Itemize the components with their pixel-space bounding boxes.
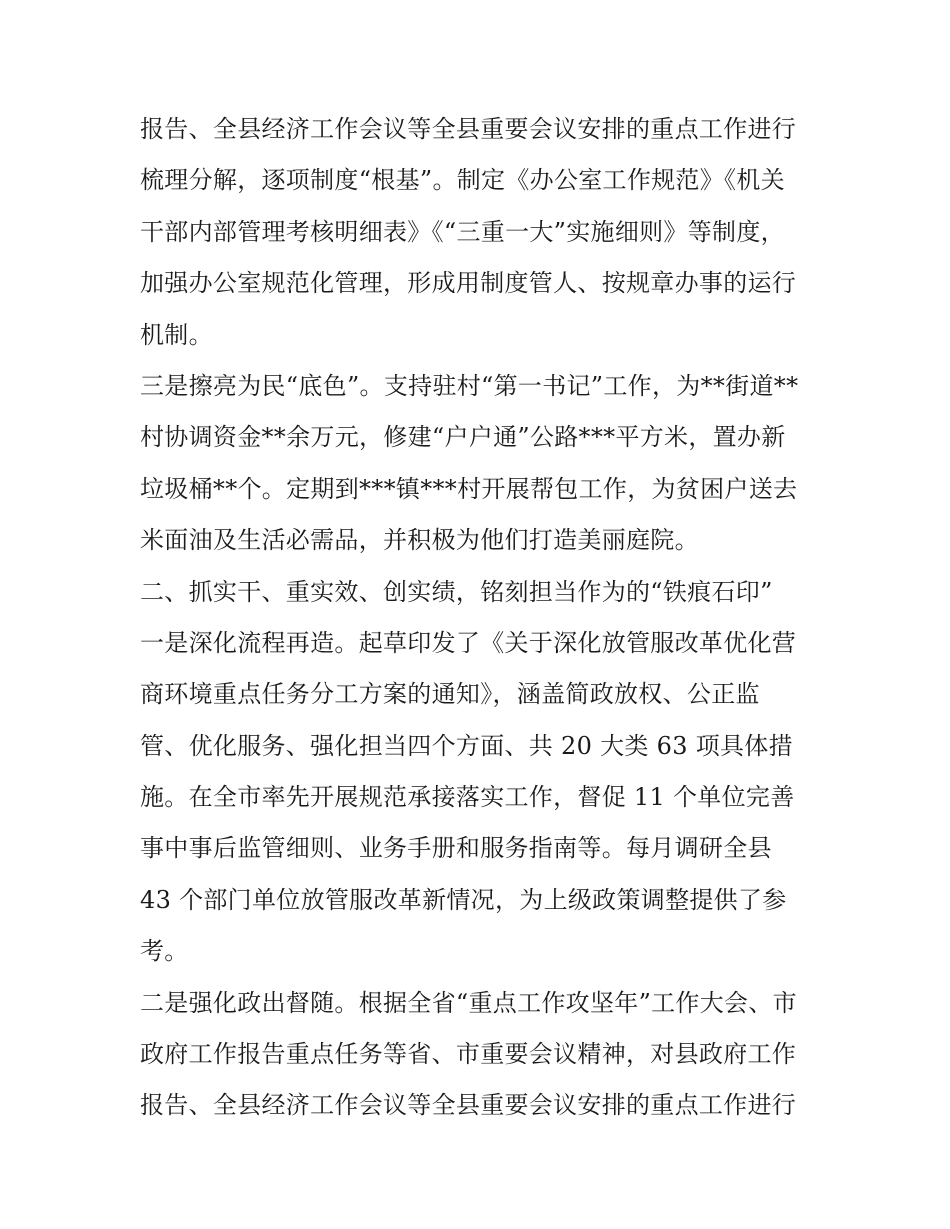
text-line: 梳理分解，逐项制度“根基”。制定《办公室工作规范》《机关 (140, 166, 785, 195)
text-line: 政府工作报告重点任务等省、市重要会议精神，对县政府工作 (140, 1040, 797, 1069)
text-line: 二是强化政出督随。根据全省“重点工作攻坚年”工作大会、市 (140, 988, 797, 1017)
text-line: 一是深化流程再造。起草印发了《关于深化放管服改革优化营 (140, 628, 797, 657)
text-line: 加强办公室规范化管理，形成用制度管人、按规章办事的运行 (140, 269, 797, 298)
document-body (140, 104, 820, 1132)
text-line: 米面油及生活必需品，并积极为他们打造美丽庭院。 (140, 526, 699, 555)
text-line: 43 个部门单位放管服改革新情况，为上级政策调整提供了参 (140, 885, 787, 914)
section-heading: 二、抓实干、重实效、创实绩，铭刻担当作为的“铁痕石印” (140, 577, 773, 606)
text-line: 三是擦亮为民“底色”。支持驻村“第一书记”工作，为**街道** (140, 371, 799, 400)
text-line: 报告、全县经济工作会议等全县重要会议安排的重点工作进行 (140, 1091, 797, 1120)
text-line: 考。 (140, 937, 189, 966)
text-line: 干部内部管理考核明细表》《“三重一大”实施细则》等制度， (140, 217, 785, 246)
text-line: 商环境重点任务分工方案的通知》，涵盖简政放权、公正监 (140, 680, 760, 709)
text-line: 事中事后监管细则、业务手册和服务指南等。每月调研全县 (140, 834, 772, 863)
text-line: 施。在全市率先开展规范承接落实工作，督促 11 个单位完善 (140, 783, 795, 812)
text-line: 机制。 (140, 320, 213, 349)
text-line: 管、优化服务、强化担当四个方面、共 20 大类 63 项具体措 (140, 731, 793, 760)
text-line: 垃圾桶**个。定期到***镇***村开展帮包工作，为贫困户送去 (140, 474, 798, 503)
text-line: 村协调资金**余万元，修建“户户通”公路***平方米，置办新 (140, 423, 786, 452)
text-line: 报告、全县经济工作会议等全县重要会议安排的重点工作进行 (140, 115, 797, 143)
